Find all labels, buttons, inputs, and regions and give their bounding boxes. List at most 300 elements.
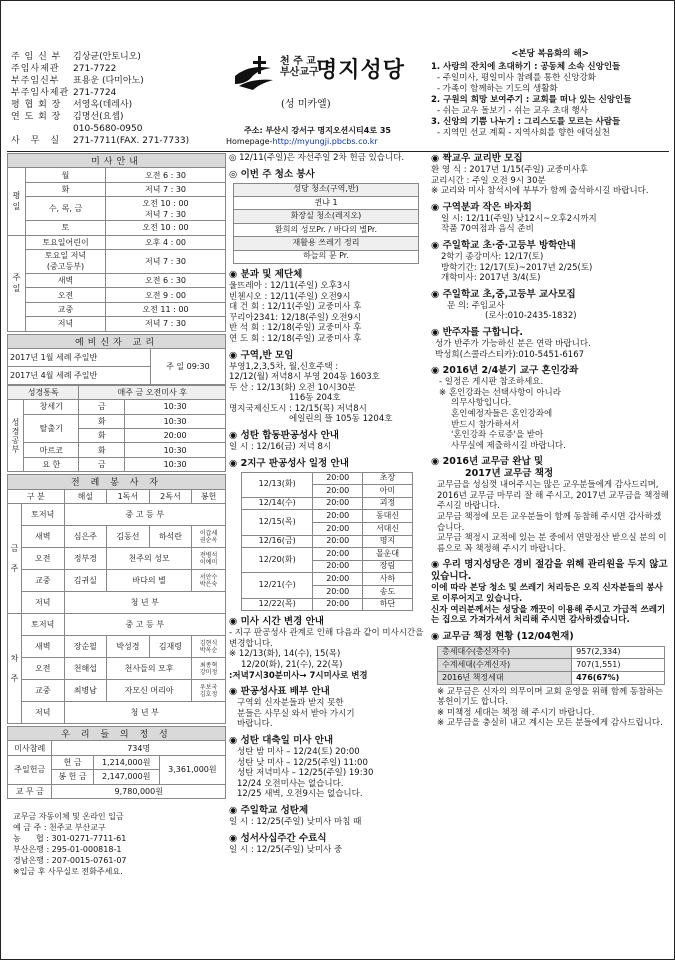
info-line: 울뜨레아 : 12/11(주일) 오후3시	[229, 280, 351, 291]
middle-column	[229, 153, 425, 855]
info-line: 문 의: 주임교사	[447, 300, 505, 311]
info-line: 작품 70여점과 음식 준비	[441, 224, 534, 235]
school-vacation-title: ◉ 주일학교 초·중·고등부 방학안내	[431, 239, 576, 251]
table-row	[8, 197, 226, 221]
info-line: ※ 교무금을 충실히 내고 계시는 모든 분들에게 감사드립니다.	[437, 718, 663, 729]
offering-sublabel: 봉 헌 금	[52, 770, 93, 784]
table-row	[234, 250, 419, 263]
account-line: 농 협 : 301-0271-7711-61	[13, 833, 127, 843]
info-line: 교무금 책정시 교적에 있는 분 중에서 연말정산 받으실 분의 이름으로 꼭 책정해 주시기 바랍니다.	[437, 533, 667, 554]
mass-day: 새벽	[26, 273, 106, 287]
cleaning-cell: 환희의 성모Pr. / 바다의 별Pr.	[234, 223, 419, 236]
server-name: 하석란	[149, 526, 192, 548]
info-line: 의무사항입니다.	[451, 398, 512, 409]
district-confession-title: ◉ 2지구 판공성사 일정 안내	[229, 457, 349, 469]
server-name: 김재령	[149, 636, 192, 658]
teacher-recruit-list	[431, 301, 669, 322]
motto-sub: - 가족이 함께하는 기도의 생활화	[437, 84, 558, 94]
servers-header: 2독서	[149, 489, 192, 503]
info-line: 2학기 종강미사: 12/17(토)	[441, 251, 544, 262]
mass-day: 교중	[26, 302, 106, 316]
sunday-school-time: 일 시 : 12/25(주일) 낮미사 마침 때	[229, 816, 362, 827]
mass-day: 오전	[26, 288, 106, 302]
offering-label: 미사참례	[8, 741, 52, 755]
schedule-place: 몰운대	[363, 548, 413, 561]
table-row	[438, 672, 665, 685]
server-offer: 전병석 이예미	[192, 548, 226, 570]
server-name: 정부경	[64, 548, 107, 570]
table-row	[8, 680, 226, 702]
mass-table	[7, 153, 226, 332]
schedule-date: 12/20(화)	[242, 548, 313, 573]
staff-role: 주 임 신 부	[11, 52, 62, 62]
offering-title: 우 리 들 의 정 성	[8, 727, 226, 741]
table-row	[234, 210, 419, 223]
bible-time: 10:30	[125, 400, 226, 414]
staff-value: 271-7722	[73, 64, 117, 74]
info-line: :저녁7시30분미사→ 7시미사로 변경	[229, 670, 368, 681]
info-line: 분들은 사무실 와서 받아 가시기	[237, 708, 355, 719]
info-line: 사무실에 제출하시길 바랍니다.	[451, 440, 566, 451]
server-offer: 우보국 김호정	[192, 680, 226, 702]
info-line: 12/20(화), 21(수), 22(목)	[241, 659, 343, 670]
schedule-time: 20:00	[313, 472, 363, 485]
staff-row	[11, 123, 226, 135]
schedule-time: 20:00	[313, 560, 363, 573]
server-offer: 이갑세 권순옥	[192, 526, 226, 548]
info-line: 꾸리아2341: 12/18(주일) 오전9시	[229, 312, 362, 323]
schedule-date: 12/15(목)	[242, 510, 313, 535]
accompanist-list	[431, 339, 669, 360]
account-info	[7, 807, 226, 881]
table-row	[242, 472, 413, 485]
info-line: 바랍니다.	[237, 719, 273, 730]
table-row	[438, 659, 665, 672]
staff-value: 서영옥(데레사)	[73, 100, 133, 110]
cleaning-cell: 화장실 청소(레지오)	[234, 210, 419, 223]
diocese-label: 천 주 교 부산교구	[280, 56, 319, 78]
info-line: - 지구 판공성사 관계로 인해 다음과 같이 미사시간을 변경합니다.	[229, 628, 424, 649]
mass-time: 오전 6 : 30	[106, 168, 226, 182]
bazaar-list	[431, 214, 669, 235]
table-row	[242, 535, 413, 548]
bible-time: 10:30	[125, 457, 226, 471]
info-line: ※ 교무금은 신자의 의무이며 교회 운영을 위해 함께 동참하는 봉헌이기도 합니다.	[437, 686, 663, 708]
bible-day: 화	[79, 429, 125, 443]
account-line: 예 금 주 : 천주교 부산교구	[13, 822, 106, 832]
table-row	[8, 182, 226, 196]
info-line: 개학미사: 2017년 3/4(토)	[441, 273, 541, 284]
server-name: 최병남	[64, 680, 107, 702]
servers-header: 구 분	[8, 489, 65, 503]
server-mass: 저녁	[22, 702, 65, 724]
table-row	[8, 302, 226, 316]
catechumen-class: 2017년 4월 세례 주일반	[8, 366, 151, 384]
servers-title: 전 례 봉 사 자	[8, 475, 226, 489]
info-line: 방학기간: 12/17(토)~2017년 2/25(토)	[441, 262, 593, 273]
server-name: 김동선	[107, 526, 150, 548]
right-column	[431, 153, 669, 729]
joint-confession-time: 일 시 : 12/16(금) 저녁 8시	[229, 442, 332, 453]
table-row	[8, 235, 226, 249]
server-offer: 최종혁 강미정	[192, 658, 226, 680]
motto-sub: - 지역민 선교 계획 - 지역사회를 향한 애덕실천	[437, 128, 610, 138]
info-line: 일 시: 12/11(주일) 낮12시~오후2시까지	[441, 213, 597, 224]
motto-item: 1. 사랑의 잔치에 초대하기 : 공동체 소속 신앙인들	[431, 62, 621, 72]
bazaar-title: ◉ 구역분과 작은 바자회	[431, 201, 532, 213]
info-line: 에일린의 뜰 105동 1204호	[289, 414, 393, 425]
info-line: - 일정은 게시판 참조하세요.	[439, 377, 544, 388]
account-line: 교무금 자동이체 및 온라인 입금	[13, 811, 124, 821]
tithe-subtitle: 2017년 교무금 책정	[465, 468, 554, 480]
table-row	[8, 727, 226, 741]
bible-title: 성경통독	[8, 385, 79, 399]
table-row	[8, 489, 226, 503]
info-line: 혼인예정자들은 혼인강좌에	[451, 408, 553, 419]
schedule-time: 20:00	[313, 497, 363, 510]
church-header	[226, 49, 426, 159]
info-line: '혼인강좌 수료증'을 받아	[451, 430, 544, 441]
staff-role	[11, 123, 73, 135]
cleanup-list	[431, 583, 669, 625]
schedule-place: 사하	[363, 573, 413, 586]
info-line: 교리시간 : 주일 오전 9시 30분	[431, 175, 546, 186]
table-row	[8, 702, 226, 724]
offering-value: 734명	[52, 741, 226, 755]
server-mass: 오전	[22, 548, 65, 570]
staff-row	[11, 99, 226, 111]
info-line: (로사:010-2435-1832)	[485, 311, 577, 322]
mass-time: 저녁 7 : 30	[106, 182, 226, 196]
offering-value: 9,780,000원	[52, 784, 226, 798]
info-line: 성가 반주가 가능하신 분은 연락 바랍니다.	[435, 338, 591, 349]
schedule-date: 12/22(목)	[242, 598, 313, 611]
schedule-place: 명지	[363, 535, 413, 548]
table-row	[234, 196, 419, 209]
cleaning-cell: 하늘의 문 Pr.	[234, 250, 419, 263]
mass-time: 오전 9 : 00	[106, 288, 226, 302]
table-row	[8, 504, 226, 526]
cleaning-table	[233, 183, 419, 264]
catechumen-title: 예비신자 교리	[8, 334, 226, 348]
bible-time: 10:30	[125, 443, 226, 457]
offering-label: 교 무 금	[8, 784, 52, 798]
servers-week: 금 주	[8, 504, 22, 614]
table-row	[8, 154, 226, 168]
info-line: ※ 12/13(화), 14(수), 15(목)	[229, 649, 341, 660]
info-line: 대 건 회 : 12/11(주일) 교중미사 후	[229, 302, 362, 313]
status-value: 707(1,551)	[572, 659, 665, 672]
retreat-title: ◉ 성서사십주간 수료식	[229, 832, 327, 844]
bible-book: 요 한	[24, 457, 79, 471]
staff-role: 부주임사제관	[11, 88, 70, 98]
bible-time: 20:00	[125, 429, 226, 443]
schedule-place: 하단	[363, 598, 413, 611]
motto-box	[431, 49, 669, 139]
catechumen-table	[7, 334, 226, 385]
table-row	[8, 570, 226, 592]
header-divider	[7, 151, 669, 152]
account-line: 경남은행 : 207-0015-0761-07	[13, 855, 127, 865]
server-mass: 새벽	[22, 526, 65, 548]
homepage: Homepage-http://myungji.pbcbs.co.kr	[226, 137, 378, 146]
bible-day: 화	[79, 443, 125, 457]
tithe-status-table	[437, 646, 665, 685]
homepage-link[interactable]: http://myungji.pbcbs.co.kr	[272, 137, 378, 146]
server-offer: 서안수 박은숙	[192, 570, 226, 592]
bible-table	[7, 385, 226, 472]
server-offer: 김현식 박옥순	[192, 636, 226, 658]
account-line: 부산은행 : 295-01-000818-1	[13, 844, 122, 854]
retreat-time: 일 시 : 12/25(주일) 낮미사 중	[229, 844, 343, 855]
schedule-place: 아미	[363, 485, 413, 498]
schedule-time: 20:00	[313, 523, 363, 536]
info-line: 신자 여러분께서는 성당을 깨끗이 이용해 주시고 가급적 쓰레기는 집으로 가져가셔서 처리해 주시면 감사하겠습니다.	[431, 604, 666, 626]
sunday-school-title: ◉ 주일학교 성탄제	[229, 804, 309, 816]
info-line: 교무금 책정에 모든 교우분들이 함께 동참해 주시면 감사하겠습니다.	[437, 512, 662, 533]
bible-side: 성경공부	[8, 400, 24, 472]
mass-time: 오전 10 : 00	[106, 221, 226, 235]
marriage-title: ◉ 2016년 2/4분기 교구 혼인강좌	[431, 365, 579, 377]
server-group: 청 년 부	[64, 702, 225, 724]
servers-header: 해설	[64, 489, 107, 503]
table-row	[8, 741, 226, 755]
schedule-time: 20:00	[313, 573, 363, 586]
info-line: 성탄 밤 미사 – 12/24(토) 20:00	[237, 746, 360, 757]
table-row	[8, 443, 226, 457]
server-name: 박성경	[107, 636, 150, 658]
info-line: 연 도 회 : 12/18(주일) 교중미사 후	[229, 333, 362, 344]
motto-sub: - 주일미사, 평일미사 참례를 통한 신앙강화	[437, 73, 596, 83]
table-row	[8, 457, 226, 471]
tithe-status-title: ◉ 교무금 책정 현황 (12/04현재)	[431, 630, 574, 642]
staff-value: 010-5680-0950	[73, 124, 143, 134]
info-line: 빈첸시오 : 12/11(주일) 오전9시	[229, 291, 351, 302]
schedule-time: 20:00	[313, 485, 363, 498]
mass-time: 오전 6 : 30	[106, 273, 226, 287]
info-line: ※ 교리와 미사 참석시에 부부가 함께 출석하시길 바랍니다.	[431, 186, 649, 197]
staff-value: 김상균(안토니오)	[73, 52, 141, 62]
info-line: 12/24 오전미사는 없습니다.	[237, 778, 344, 789]
status-value: 476(67%)	[572, 672, 665, 685]
bible-day: 금	[79, 400, 125, 414]
servers-week: 차 주	[8, 614, 22, 724]
cleaning-cell: 성당 청소(구역,반)	[234, 183, 419, 196]
catechumen-time: 주 일 09:30	[150, 348, 225, 384]
info-line: 구역외 신자분들과 받지 못한	[237, 698, 344, 709]
weekday-label: 평 일	[8, 168, 26, 235]
mass-day: 토	[26, 221, 106, 235]
staff-row	[11, 111, 226, 123]
server-mass: 교중	[22, 680, 65, 702]
table-row	[8, 221, 226, 235]
staff-row	[11, 87, 226, 99]
status-label: 수계세대(수계신자)	[438, 659, 572, 672]
schedule-time: 20:00	[313, 586, 363, 599]
mass-day: 토요일어린이	[26, 235, 106, 249]
table-row	[242, 510, 413, 523]
table-row	[242, 497, 413, 510]
couple-class-title: ◉ 짝교우 교리반 모집	[431, 153, 523, 164]
info-line: 부영1,2,3,5차, 월,신호주택 :	[229, 361, 339, 372]
mass-time: 오후 4 : 00	[106, 235, 226, 249]
catechumen-class: 2017년 1월 세례 주일반	[8, 348, 151, 366]
server-name: 김귀실	[64, 570, 107, 592]
offering-total: 3,361,000원	[159, 755, 225, 784]
schedule-date: 12/21(수)	[242, 573, 313, 598]
christmas-title: ◉ 성탄 대축일 미사 안내	[229, 734, 334, 746]
table-row	[242, 598, 413, 611]
schedule-date: 12/16(금)	[242, 535, 313, 548]
mass-time: 저녁 7 : 30	[106, 249, 226, 273]
info-line: 12/12(월) 저녁8시 부영 204동 1603호	[229, 372, 380, 383]
info-line: 교무금을 성심껏 내어주시는 많은 교우분들에게 감사드리며, 2016년 교무금 마무리 잘 해 주시고, 2017년 교무금을 책정해 주시길 바랍니다.	[437, 480, 669, 512]
info-line: 환 영 식 : 2017년 1/15(주일) 교중미사후	[431, 165, 588, 175]
account-line: ※입금 후 사무실로 전화주세요.	[13, 866, 123, 876]
mass-change-title: ◉ 미사 시간 변경 안내	[229, 616, 324, 628]
schedule-time: 20:00	[313, 510, 363, 523]
church-logo-icon	[231, 54, 276, 94]
motto-item: 3. 신앙의 기쁨 나누기 : 그리스도를 모르는 사람들	[431, 117, 621, 127]
district-list	[229, 362, 425, 426]
schedule-place: 괴정	[363, 497, 413, 510]
staff-row	[11, 63, 226, 75]
server-name: 바다의 별	[107, 570, 192, 592]
info-line: ※ 혼인강좌는 선택사항이 아니라	[439, 387, 561, 398]
motto-item: 2. 구원의 희망 보여주기 : 교회를 떠나 있는 신앙인들	[431, 95, 632, 105]
district-title: ◉ 구역,반 모임	[229, 349, 294, 361]
mass-time: 저녁 7 : 30	[106, 317, 226, 331]
card-title: ◉ 판공성사표 배부 안내	[229, 686, 330, 698]
staff-role: 부주임신부	[11, 76, 60, 86]
table-row	[8, 658, 226, 680]
status-label: 2016년 책정세대	[438, 672, 572, 685]
server-mass: 토저녁	[22, 504, 65, 526]
mass-time: 오전 11 : 00	[106, 302, 226, 316]
table-row	[8, 475, 226, 489]
table-row	[8, 755, 226, 769]
table-row	[8, 526, 226, 548]
table-row	[8, 288, 226, 302]
mass-day: 월	[26, 168, 106, 182]
left-column	[7, 153, 226, 881]
staff-value: 김명선(요셉)	[73, 112, 124, 122]
server-mass: 새벽	[22, 636, 65, 658]
table-row	[8, 249, 226, 273]
info-line: 성탄 낮 미사 – 12/25(주일) 11:00	[237, 757, 368, 768]
teacher-recruit-title: ◉ 주일학교 초,중,고등부 교사모집	[431, 288, 576, 300]
schedule-place: 동대신	[363, 510, 413, 523]
table-row	[8, 400, 226, 414]
christmas-list	[229, 747, 425, 800]
school-vacation-list	[431, 252, 669, 284]
cleaning-title: ◎ 이번 주 청소 봉사	[229, 168, 315, 180]
bible-book: 탈출기	[24, 414, 79, 443]
servers-header: 1독서	[107, 489, 150, 503]
staff-value: 271-7711(FAX. 271-7733)	[73, 136, 190, 146]
staff-value: 271-7724	[73, 88, 117, 98]
card-list	[229, 698, 425, 730]
info-line: 116동 204호	[289, 393, 341, 404]
couple-class-list	[431, 165, 669, 197]
bible-subtitle: 매주 금 오전미사 후	[79, 385, 226, 399]
bible-book: 마르코	[24, 443, 79, 457]
staff-role: 평 협 회 장	[11, 100, 62, 110]
bible-day: 금	[79, 457, 125, 471]
schedule-date: 12/14(수)	[242, 497, 313, 510]
staff-row	[11, 135, 226, 147]
offering-sublabel: 헌 금	[52, 755, 93, 769]
bible-day: 화	[79, 414, 125, 428]
server-name: 자모신 머리아	[107, 680, 192, 702]
schedule-place: 장림	[363, 560, 413, 573]
church-address: 주소: 부산시 강서구 명지오션시티4로 35	[244, 126, 391, 135]
info-line: 이에 따라 본당 청소 및 쓰레기 처리등은 오직 신자분들의 봉사로 이루어지고 있습니다.	[431, 583, 663, 605]
schedule-time: 20:00	[313, 535, 363, 548]
cleaning-cell: 재활용 쓰레기 정리	[234, 237, 419, 250]
mass-change-list	[229, 628, 425, 681]
info-line: 박성희(스콜라스티카):010-5451-6167	[435, 349, 585, 360]
staff-role: 주임사제관	[11, 64, 60, 74]
table-row	[8, 273, 226, 287]
staff-role: 연 도 회 장	[11, 112, 62, 122]
table-row	[8, 334, 226, 348]
mass-day: 토요일 저녁 (중고등부)	[26, 249, 106, 273]
info-line: 명지국제신도시 : 12/15(목) 저녁8시	[229, 403, 367, 414]
offering-subvalue: 2,147,000원	[93, 770, 159, 784]
bible-book: 창세기	[24, 400, 79, 414]
offering-subvalue: 1,214,000원	[93, 755, 159, 769]
bible-time: 10:30	[125, 414, 226, 428]
info-line: 성탄 저녁미사 – 12/25(주일) 19:30	[237, 768, 374, 779]
groups-list	[229, 281, 425, 345]
motto-title: <본당 복음화의 해>	[511, 49, 589, 59]
mass-day: 화	[26, 182, 106, 196]
marriage-list	[431, 377, 669, 451]
offering-label: 주일헌금	[8, 755, 52, 784]
table-row	[234, 183, 419, 196]
tithe-status-notes	[431, 687, 669, 729]
table-row	[8, 348, 226, 366]
table-row	[8, 636, 226, 658]
church-name: 명지성당	[316, 57, 406, 83]
schedule-time: 20:00	[313, 598, 363, 611]
server-mass: 저녁	[22, 592, 65, 614]
info-line: 반 석 회 : 12/18(주일) 교중미사 후	[229, 323, 362, 334]
cleaning-cell: 퀸냐 1	[234, 196, 419, 209]
server-name: 천해섭	[64, 658, 107, 680]
table-row	[234, 223, 419, 236]
sunday-label: 주 일	[8, 235, 26, 331]
server-mass: 토저녁	[22, 614, 65, 636]
mass-day: 수, 목, 금	[26, 197, 106, 221]
server-name: 장순필	[64, 636, 107, 658]
server-name: 천사들의 모후	[107, 658, 192, 680]
tithe-title: ◉ 2016년 교무금 완납 및	[431, 456, 544, 468]
staff-value: 표용운 (다미아노)	[73, 76, 144, 86]
cleanup-title: ◉ 우리 명지성당은 경비 절감을 위해 관리원을 두지 않고 있습니다.	[431, 559, 668, 583]
table-row	[8, 317, 226, 331]
accompanist-title: ◉ 반주자를 구합니다.	[431, 326, 523, 338]
tithe-list	[431, 480, 669, 554]
mass-time: 오전 10 : 00 저녁 7 : 30	[106, 197, 226, 221]
table-row	[8, 168, 226, 182]
confession-schedule	[241, 472, 413, 612]
server-mass: 오전	[22, 658, 65, 680]
schedule-place: 초장	[363, 472, 413, 485]
mass-title: 미사안내	[8, 154, 226, 168]
info-line: 반드시 참가하셔서	[451, 419, 520, 430]
